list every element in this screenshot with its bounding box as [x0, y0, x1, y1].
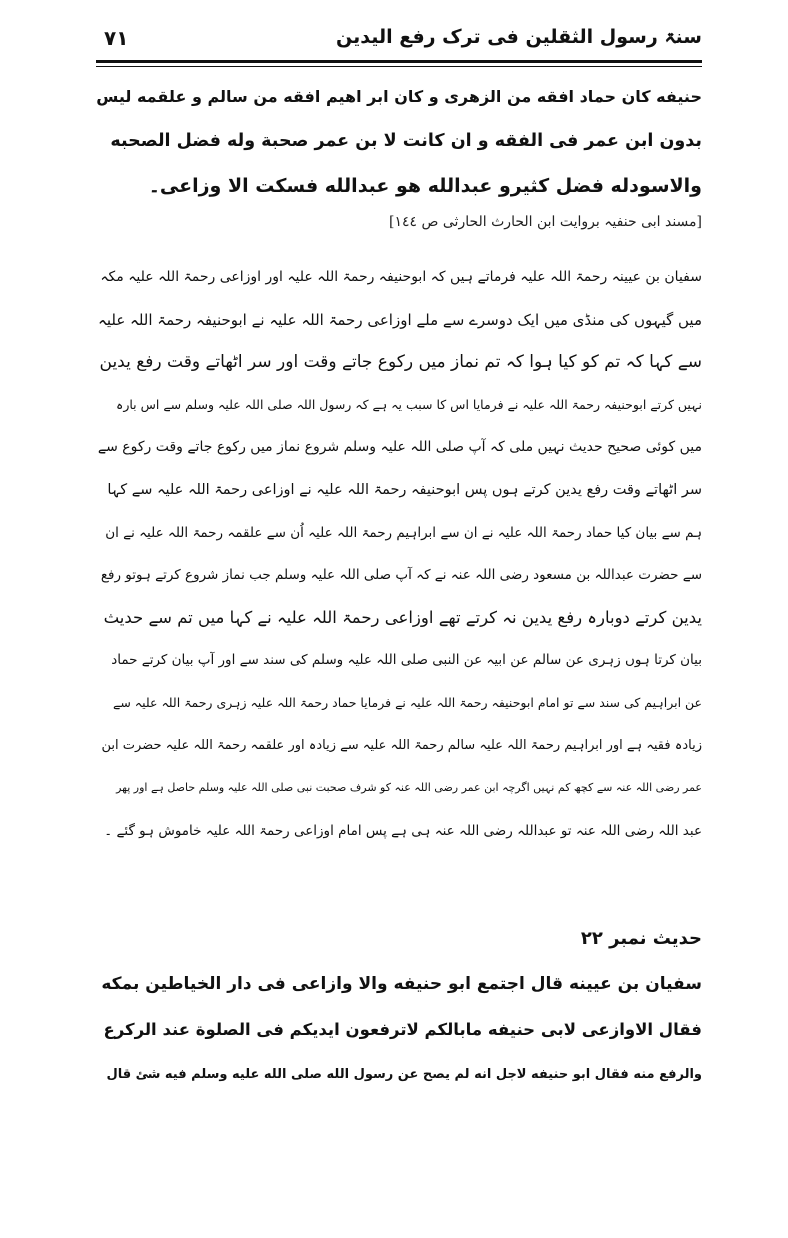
page-number: ٧١ [104, 26, 129, 50]
arabic-line: والرفع منه فقال ابو حنيفه لاجل انه لم يصح عن رسول الله صلى الله عليه وسلم فيه شئ قال [106, 1067, 702, 1082]
header-rule-thick [96, 60, 702, 63]
urdu-line: میں گیہوں کی منڈی میں ایک دوسرے سے ملے اوزاعی رحمۃ اللہ علیہ نے ابوحنیفہ رحمۃ اللہ علیہ [98, 310, 702, 329]
arabic-line: والاسودله فضل كثيرو عبدالله هو عبدالله فسكت الا وزاعى۔ [148, 175, 702, 197]
arabic-text-block-2 [96, 962, 702, 1097]
arabic-line: حنيفه كان حماد افقه من الزهرى و كان ابر اهيم افقه من سالم و علقمه ليس [96, 87, 702, 106]
running-title: سنۃ رسول الثقلین فی ترک رفع الیدین [335, 26, 702, 48]
urdu-line: یدین کرتے دوبارہ رفع یدین نہ کرتے تھے اوزاعی رحمۃ اللہ علیہ نے کہا میں تم سے حدیث [103, 607, 702, 627]
arabic-line: سفيان بن عيينه قال اجتمع ابو حنيفه والا وازاعى فى دار الخياطين بمكه [101, 974, 702, 994]
arabic-text-block-1 [96, 74, 702, 209]
urdu-line: بیان کرتا ہوں زہری عن سالم عن ابیہ عن النبی صلی اللہ علیہ وسلم کی سند سے اور آپ بیان کرتے حماد [111, 652, 702, 669]
urdu-line: سے حضرت عبداللہ بن مسعود رضی اللہ عنہ نے کہ آپ صلی اللہ علیہ وسلم جب نماز شروع کرتے ہوتو رفع [100, 567, 702, 584]
urdu-line: سفیان بن عیینہ رحمۃ اللہ علیہ فرماتے ہیں کہ ابوحنیفہ رحمۃ اللہ علیہ اور اوزاعی رحمۃ اللہ علیہ مکہ [100, 269, 702, 285]
citation: [مسند ابی حنفیہ بروایت ابن الحارث الحارثی ص ١٤٤] [389, 214, 702, 230]
arabic-line: بدون ابن عمر فى الفقه و ان كانت لا بن عمر صحبة وله فضل الصحبه [110, 131, 702, 151]
urdu-line: عبد اللہ رضی اللہ عنہ تو عبداللہ رضی اللہ عنہ ہی ہے پس امام اوزاعی رحمۃ اللہ علیہ خاموش ہو گئے ۔ [104, 822, 702, 839]
urdu-line: زیادہ فقیہ ہے اور ابراہیم رحمۃ اللہ علیہ سالم رحمۃ اللہ علیہ سے زیادہ اور علقمہ رحمۃ اللہ علیہ حضرت ابن [101, 737, 702, 753]
header-rule-thin [96, 66, 702, 67]
urdu-line: ہم سے بیان کیا حماد رحمۃ اللہ علیہ نے ان سے ابراہیم رحمۃ اللہ علیہ اُن سے علقمہ رحمۃ اللہ علیہ نے ان [105, 524, 702, 541]
urdu-line: سے کہا کہ تم کو کیا ہوا کہ تم نماز میں رکوع جاتے وقت اور سر اٹھاتے وقت رفع یدین [99, 352, 702, 373]
urdu-line: عن ابراہیم کی سند سے تو امام ابوحنیفہ رحمۃ اللہ علیہ نے فرمایا حماد رحمۃ اللہ علیہ زہری رحمۃ اللہ علیہ سے [113, 694, 702, 710]
page-header [96, 26, 702, 56]
urdu-translation-block [96, 256, 702, 852]
arabic-line: فقال الاوازعى لابى حنيفه مابالكم لاترفعون ايديكم فى الصلوة عند الركرع [103, 1020, 702, 1039]
urdu-line: سر اٹھاتے وقت رفع یدین کرتے ہوں پس ابوحنیفہ رحمۃ اللہ علیہ نے اوزاعی رحمۃ اللہ علیہ سے کہا [107, 481, 702, 498]
hadith-number-heading: حدیث نمبر ٢٢ [580, 928, 702, 949]
urdu-line: عمر رضی اللہ عنہ سے کچھ کم نہیں اگرچہ ابن عمر رضی اللہ عنہ کو شرف صحبت نبی صلی اللہ علیہ وسلم حاصل ہے اور پھر [116, 781, 702, 795]
urdu-line: نہیں کرتے ابوحنیفہ رحمۃ اللہ علیہ نے فرمایا اس کا سبب یہ ہے کہ رسول اللہ صلی اللہ علیہ وسلم سے اس بارہ [116, 396, 702, 412]
urdu-line: میں کوئی صحیح حدیث نہیں ملی کہ آپ صلی اللہ علیہ وسلم شروع نماز میں رکوع جاتے وقت رکوع سے [97, 439, 702, 456]
